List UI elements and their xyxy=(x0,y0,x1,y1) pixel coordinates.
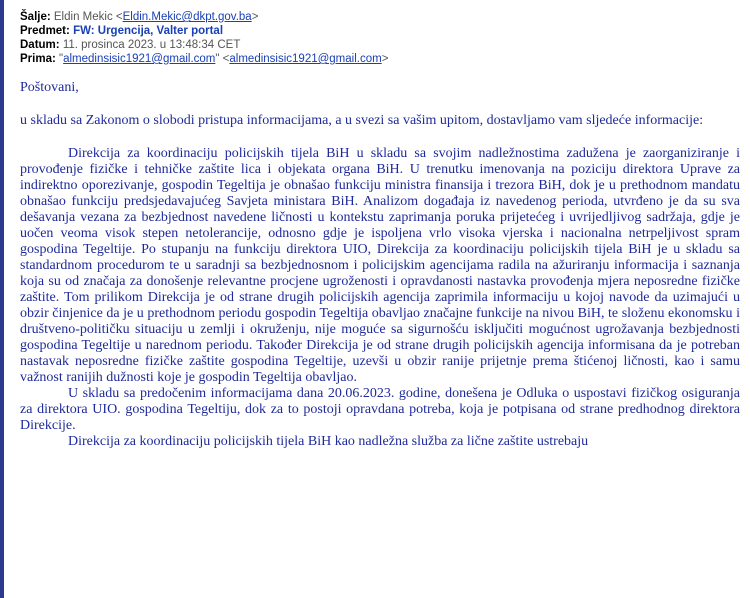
to-close: > xyxy=(381,53,389,65)
to-name-link[interactable]: almedinsisic1921@gmail.com xyxy=(63,53,216,65)
from-email-link[interactable]: Eldin.Mekic@dkpt.gov.ba xyxy=(122,11,252,23)
to-label: Prima: xyxy=(20,53,56,65)
greeting: Poštovani, xyxy=(20,80,79,95)
subject-value: FW: Urgencija, Valter portal xyxy=(73,25,224,37)
email-view xyxy=(20,0,740,450)
to-row xyxy=(20,52,740,66)
from-row xyxy=(20,10,740,24)
paragraph-2: U skladu sa predočenim informacijama dana 20.06.2023. godine, donešena je Odluka o uspostavi fizičkog osiguranja za direktora UIO. gospodina Tegeltiju, dok za to postoji opravdana potreba, koja je potpisana od strane predhodnog direktora Direkcije. xyxy=(20,386,740,433)
email-body xyxy=(20,80,740,450)
from-label: Šalje: xyxy=(20,11,51,23)
paragraph-3: Direkcija za koordinaciju policijskih tijela BiH kao nadležna služba za lične zaštite ustrebaju xyxy=(68,434,589,449)
from-close: > xyxy=(251,11,259,23)
date-row xyxy=(20,38,740,52)
email-headers xyxy=(20,0,740,66)
subject-row xyxy=(20,24,740,38)
to-quote-close: " < xyxy=(215,53,230,65)
paragraph-1: Direkcija za koordinaciju policijskih tijela BiH u skladu sa svojim nadležnostima zadužena je zaorganiziranje i provođenje fizičke i tehničke zaštite lica i objekata organa BiH. U trenutku imenovanja na poziciju direktora Uprave za indirektno oporezivanje, gospodin Tegeltija je obnašao funkciju ministra finansija i trezora BiH, dok je u prethodnom mandatu obnašao funkciju predsjedavajućeg Savjeta ministara BiH. Analizom događaja iz navedenog perioda, utvrđeno je da su sva dešavanja vezana za bezbjednost navedene ličnosti u kontekstu zaprimanja poruka prijetećeg i uvrijedljivog sadržaja, gdje je uočen veoma visok stepen netolerancije, odnosno gdje je ispoljena vrlo visoka vjerska i nacionalna netrpeljivost spram gospodina Tegeltije. Po stupanju na funkciju direktora UIO, Direkcija za koordinaciju policijskih tijela BiH je u skladu sa standardnom procedurom te u saradnji sa bezbjednosnom i policijskim agencijama radila na ažuriranju informacija i saznanja koja su od značaja za donošenje relevantne procjene ugroženosti i opravdanosti nastavka provođenja mjera neposredne fizičke zaštite. Tom prilikom Direkcija je od strane drugih policijskih agencija zaprimila informaciju u kojoj navode da uzimajući u obzir činjenice da je u prethodnom periodu gospodin Tegeltija obavljao značajne funkcije na nivou BiH, te složenu ekonomsku i društveno-političku situaciju u zemlji i okruženju, nije moguće sa sigurnošću isključiti mogućnost ugrožavanja bezbjednosti gospodina Tegeltije u narednom periodu. Također Direkcija je od strane drugih policijskih agencija informisana da je potreban nastavak neposredne fizičke zaštite gospodina Tegeltije, uzevši u obzir ranije prijetnje prema štićenoj ličnosti, kao i samu važnost ranijih dužnosti koje je gospodin Tegeltija obavljao. xyxy=(20,146,740,385)
quote-bar xyxy=(0,0,4,598)
intro-paragraph: u skladu sa Zakonom o slobodi pristupa informacijama, a u svezi sa vašim upitom, dostavljamo vam sljedeće informacije: xyxy=(20,113,704,128)
from-name: Eldin Mekic < xyxy=(53,11,123,23)
date-label: Datum: xyxy=(20,39,60,51)
date-value: 11. prosinca 2023. u 13:48:34 CET xyxy=(62,39,241,51)
subject-label: Predmet: xyxy=(20,25,70,37)
to-email-link[interactable]: almedinsisic1921@gmail.com xyxy=(229,53,382,65)
to-quote-open: " xyxy=(59,53,64,65)
